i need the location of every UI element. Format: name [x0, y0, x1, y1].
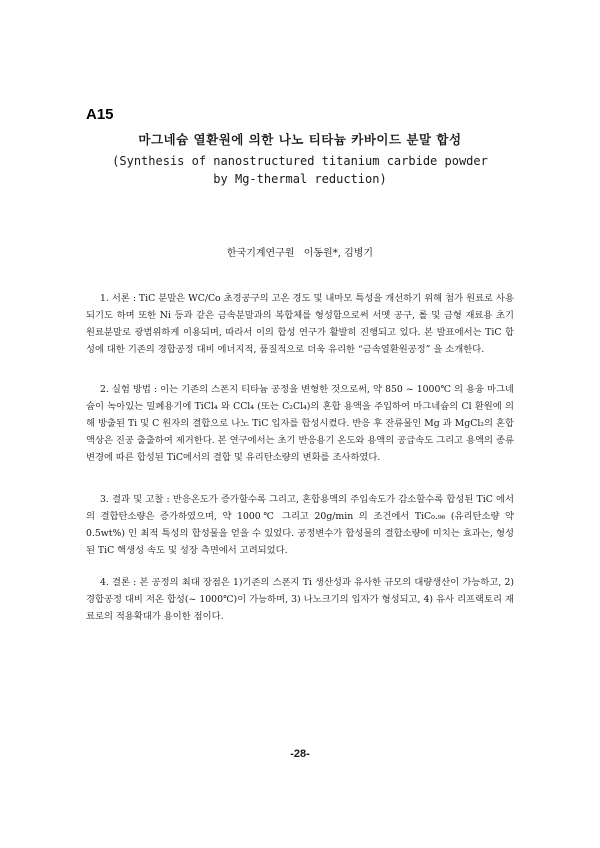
section-results	[86, 491, 514, 559]
title-korean: 마그네슘 열환원에 의한 나노 티타늄 카바이드 분말 합성	[138, 132, 462, 147]
section-introduction	[86, 290, 514, 358]
section-text: 4. 결론 : 본 공정의 최대 장점은 1)기존의 스폰지 Ti 생산성과 유사한 규모의 대량생산이 가능하고, 2) 경합공정 대비 저온 합성(~ 1000℃)이 가능하며, 3) 나노크기의 입자가 형성되고, 4) 유사 리프랙토리 재료로의 적용확대가 용이한 점이다.	[86, 577, 514, 622]
title-block	[0, 130, 600, 188]
abstract-code: A15	[86, 106, 114, 123]
title-english-line-1: (Synthesis of nanostructured titanium carbide powder	[112, 154, 488, 168]
section-text: 2. 실험 방법 : 이는 기존의 스폰지 티타늄 공정을 변형한 것으로써, 약 850 ~ 1000℃ 의 용융 마그네슘이 녹아있는 밀폐용기에 TiCl₄ 와 CCl₄ (또는 C₂Cl₄)의 혼합 용액을 주입하여 마그네슘의 Cl 환원에 의해 방출된 Ti 및 C 원자의 결합으로 나노 TiC 입자를 합성시켰다. 반응 후 잔류물인 Mg 과 MgCl₂의 혼합 액상은 진공 출출하여 제거한다. 본 연구에서는 초기 반응용기 온도와 용액의 공급속도 그리고 용액의 종류 변경에 따른 합성된 TiC에서의 결합 및 유리탄소량의 변화를 조사하였다.	[86, 384, 514, 463]
author-names: 이동원*, 김병기	[303, 248, 374, 259]
affiliation: 한국기계연구원	[226, 248, 295, 259]
author-line	[0, 244, 600, 259]
title-english-line-2: by Mg-thermal reduction)	[213, 172, 387, 186]
page-number: -28-	[290, 748, 310, 760]
section-conclusion	[86, 574, 514, 625]
section-text: 3. 결과 및 고찰 : 반응온도가 증가할수록 그리고, 혼합용액의 주입속도가 감소할수록 합성된 TiC 에서의 결합탄소량은 증가하였으며, 약 1000℃ 그리고 20g/min 의 조건에서 TiC₀.₉₆ (유리탄소량 약 0.5wt%) 인 최적 특성의 합성물을 얻을 수 있었다. 공정변수가 합성물의 결합소량에 미치는 효과는, 형성된 TiC 핵생성 속도 및 성장 측면에서 고려되었다.	[86, 494, 514, 556]
section-text: 1. 서론 : TiC 분말은 WC/Co 초경공구의 고온 경도 및 내마모 특성을 개선하기 위해 첨가 원료로 사용되기도 하며 또한 Ni 등과 같은 금속분말과의 복합체를 형성함으로써 서멧 공구, 롤 및 금형 재료용 초기 원료분말로 광범위하게 이용되며, 따라서 이의 합성 연구가 활발히 진행되고 있다. 본 발표에서는 TiC 합성에 대한 기존의 경합공정 대비 에너지적, 품질적으로 더욱 유리한 “금속열환원공정” 을 소개한다.	[86, 293, 514, 355]
section-method	[86, 381, 514, 466]
